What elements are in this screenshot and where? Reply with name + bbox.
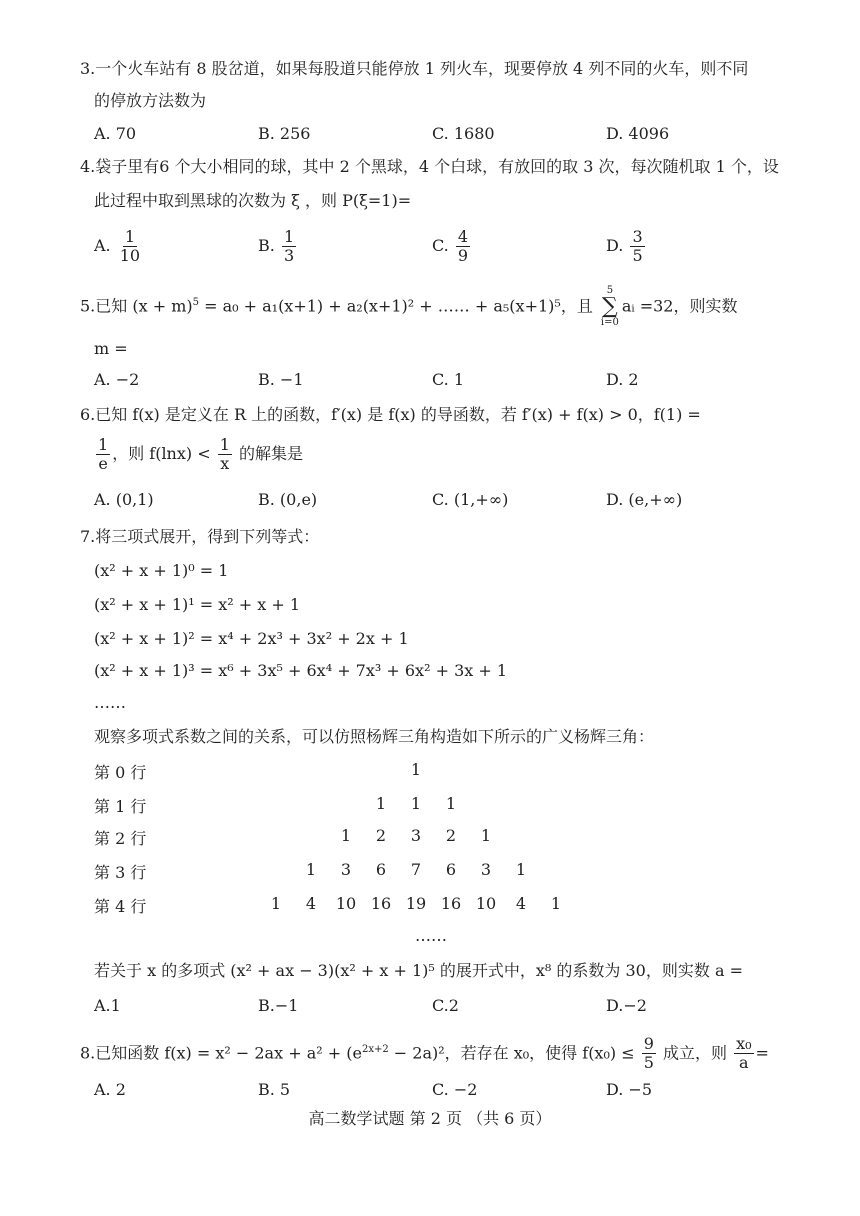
triangle-cell: 1	[340, 826, 352, 845]
fraction-numerator: 9	[643, 1034, 654, 1054]
q6-option-d: D. (e,+∞)	[606, 490, 683, 509]
fraction-denominator: e	[98, 454, 108, 473]
fraction-denominator: 10	[119, 246, 141, 265]
triangle-cell: 2	[375, 826, 387, 845]
q6-text-b: 的解集是	[233, 444, 303, 463]
q6-fraction-1-over-e	[96, 436, 110, 473]
fraction-numerator: 3	[632, 227, 643, 246]
fraction-denominator: a	[739, 1053, 749, 1073]
q8-options	[94, 1080, 814, 1104]
fraction-numerator: 1	[219, 435, 230, 454]
q7-option-a: A.1	[94, 996, 121, 1015]
fraction-denominator: 3	[283, 246, 295, 265]
triangle-row-label-1: 第 1 行	[94, 797, 147, 816]
triangle-cell: 1	[410, 760, 422, 779]
q7-equation-3: (x² + x + 1)³ = x⁶ + 3x⁵ + 6x⁴ + 7x³ + 6x² + 3x + 1	[94, 661, 508, 680]
q7-equation-2: (x² + x + 1)² = x⁴ + 2x³ + 3x² + 2x + 1	[94, 629, 409, 648]
sum-upper-limit: 5	[606, 285, 614, 296]
fraction-numerator: 4	[457, 227, 469, 246]
q4-option-d	[606, 228, 647, 265]
q8-option-d: D. −5	[606, 1080, 653, 1099]
fraction-numerator: 1	[124, 227, 135, 246]
triangle-cell: 1	[515, 860, 527, 879]
q4-option-c	[432, 228, 472, 265]
triangle-cell: 19	[405, 894, 427, 913]
q5-option-c: C. 1	[432, 370, 465, 389]
triangle-cell: 6	[445, 860, 457, 879]
triangle-row-label-0: 第 0 行	[94, 763, 147, 782]
q6-option-a: A. (0,1)	[94, 490, 154, 509]
q8-option-a: A. 2	[94, 1080, 126, 1099]
q3-option-a: A. 70	[94, 124, 137, 143]
triangle-row-label-3: 第 3 行	[94, 863, 147, 882]
q6-fraction-1-over-x	[218, 436, 232, 473]
page-footer: 高二数学试题 第 2 页 （共 6 页）	[308, 1109, 552, 1128]
triangle-row-label-2: 第 2 行	[94, 829, 147, 848]
triangle-cell: 3	[410, 826, 422, 845]
q5-text-c: aᵢ =32，则实数	[621, 296, 738, 316]
q5-option-b: B. −1	[258, 370, 304, 389]
q5-options	[94, 370, 814, 394]
triangle-cell: 1	[305, 860, 317, 879]
q6-text-a: ，则 f(lnx) <	[112, 444, 211, 463]
q3-option-c: C. 1680	[432, 124, 495, 143]
q8-stem-line1	[80, 1030, 769, 1073]
q5-option-a: A. −2	[94, 370, 140, 389]
q8-option-c: C. −2	[432, 1080, 478, 1099]
triangle-row-label-4: 第 4 行	[94, 897, 147, 916]
q3-option-b: B. 256	[258, 124, 311, 143]
q6-option-c: C. (1,+∞)	[432, 490, 509, 509]
q7-equation-0: (x² + x + 1)⁰ = 1	[94, 561, 229, 580]
triangle-cell: 16	[440, 894, 462, 913]
q6-option-b: B. (0,e)	[258, 490, 318, 509]
triangle-cell: 4	[305, 894, 317, 913]
triangle-cell: 10	[475, 894, 497, 913]
triangle-dots: ……	[415, 926, 447, 945]
q8-text-a: 8.已知函数 f(x) = x² − 2ax + a² + (e	[80, 1043, 362, 1063]
triangle-cell: 1	[270, 894, 282, 913]
q5-summation	[601, 286, 619, 328]
q8-fraction-9-over-5	[642, 1035, 656, 1072]
fraction-denominator: x	[220, 454, 230, 473]
q6-stem-line2	[94, 434, 303, 474]
q4-option-c-label: C.	[432, 236, 449, 255]
q5-option-d: D. 2	[606, 370, 639, 389]
q4-option-a-fraction	[118, 228, 142, 265]
q5-exponent: 5	[192, 297, 199, 309]
triangle-cell: 1	[550, 894, 562, 913]
fraction-denominator: 5	[632, 246, 643, 265]
q7-equation-1: (x² + x + 1)¹ = x² + x + 1	[94, 595, 301, 614]
q7-option-c: C.2	[432, 996, 459, 1015]
q8-fraction-x0-over-a	[734, 1035, 753, 1072]
q4-option-d-fraction	[630, 228, 644, 265]
q4-option-d-label: D.	[606, 236, 624, 255]
q4-option-a	[94, 228, 144, 265]
q4-stem-line1: 4.袋子里有6 个大小相同的球，其中 2 个黑球，4 个白球，有放回的取 3 次，每次随机取 1 个，设	[80, 157, 779, 176]
q7-options	[94, 996, 814, 1020]
q3-stem-line2: 的停放方法数为	[94, 91, 207, 110]
triangle-cell: 1	[410, 794, 422, 813]
q4-option-c-fraction	[456, 228, 470, 265]
triangle-cell: 16	[370, 894, 392, 913]
q4-option-a-label: A.	[94, 236, 111, 255]
q7-option-d: D.−2	[606, 996, 647, 1015]
triangle-cell: 6	[375, 860, 387, 879]
triangle-cell: 1	[445, 794, 457, 813]
triangle-cell: 3	[340, 860, 352, 879]
q7-question: 若关于 x 的多项式 (x² + ax − 3)(x² + x + 1)⁵ 的展开式中，x⁸ 的系数为 30，则实数 a =	[94, 961, 743, 980]
q4-options	[94, 224, 814, 268]
q6-options	[94, 490, 814, 514]
sigma-icon: ∑	[602, 294, 618, 319]
q4-option-b-fraction	[282, 228, 296, 265]
q4-stem-line2: 此过程中取到黑球的次数为 ξ ，则 P(ξ=1)=	[94, 191, 412, 210]
q7-dots: ……	[94, 693, 126, 712]
q7-observe-text: 观察多项式系数之间的关系，可以仿照杨辉三角构造如下所示的广义杨辉三角：	[94, 727, 655, 746]
q7-stem-line1: 7.将三项式展开，得到下列等式：	[80, 527, 320, 546]
q5-stem-line2: m =	[94, 339, 128, 358]
triangle-cell: 7	[410, 860, 422, 879]
q3-option-d: D. 4096	[606, 124, 670, 143]
fraction-denominator: 9	[457, 246, 469, 265]
fraction-numerator: 1	[283, 227, 295, 246]
q8-text-b: − 2a)²，若存在 x₀，使得 f(x₀) ≤	[388, 1043, 635, 1063]
q5-stem-line1	[80, 286, 738, 328]
triangle-cell: 3	[480, 860, 492, 879]
q3-stem-line1: 3.一个火车站有 8 股岔道，如果每股道只能停放 1 列火车，现要停放 4 列不同的火车，则不同	[80, 59, 749, 78]
q7-option-b: B.−1	[258, 996, 299, 1015]
q5-text-a: 5.已知 (x + m)	[80, 296, 193, 316]
triangle-cell: 1	[375, 794, 387, 813]
q8-text-c: 成立，则	[657, 1043, 727, 1063]
q4-option-b-label: B.	[258, 236, 275, 255]
fraction-numerator: 1	[98, 435, 109, 454]
q5-text-b: = a₀ + a₁(x+1) + a₂(x+1)² + …… + a₅(x+1)⁵，且	[199, 296, 593, 316]
q3-options	[94, 124, 814, 148]
q4-option-b	[258, 228, 298, 265]
triangle-cell: 4	[515, 894, 527, 913]
triangle-cell: 2	[445, 826, 457, 845]
sum-lower-limit: i=0	[600, 317, 619, 328]
q8-option-b: B. 5	[258, 1080, 291, 1099]
triangle-cell: 1	[480, 826, 492, 845]
fraction-numerator: x₀	[736, 1034, 752, 1054]
triangle-cell: 10	[335, 894, 357, 913]
q6-stem-line1: 6.已知 f(x) 是定义在 R 上的函数，f′(x) 是 f(x) 的导函数，若 f′(x) + f(x) > 0，f(1) =	[80, 405, 701, 424]
q8-exponent: 2x+2	[361, 1044, 389, 1055]
q8-text-d: =	[755, 1043, 769, 1063]
fraction-denominator: 5	[643, 1053, 654, 1073]
